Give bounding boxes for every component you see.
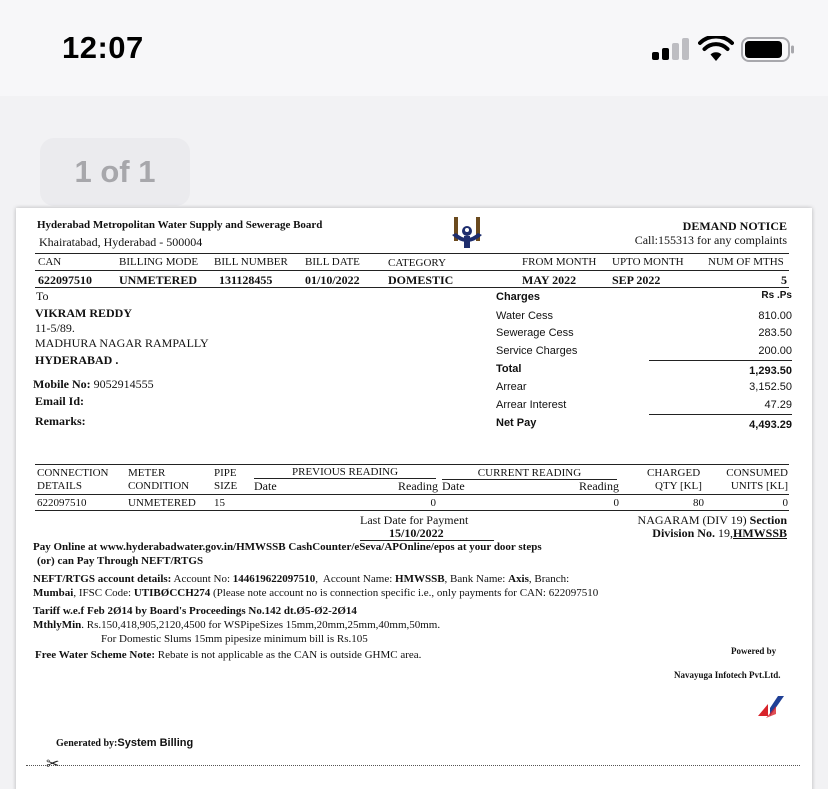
h-consumed-1: CONSUMED [726,467,788,479]
customer-address-1: 11-5/89. [35,321,75,335]
tariff-note: Tariff w.e.f Feb 2Ø14 by Board's Proceedings No.142 dt.Ø5-Ø2-2Ø14 [33,605,357,617]
mthly-text: . Rs.150,418,905,2120,4500 for WSPipeSizes 15mm,20mm,25mm,40mm,50mm. [81,619,441,631]
value-from-month: MAY 2022 [522,273,577,287]
remarks-label: Remarks: [35,414,86,428]
org-address: Khairatabad, Hyderabad - 500004 [39,235,203,249]
h-curr-reading: Reading [579,479,619,493]
clock: 12:07 [62,30,144,65]
customer-address-2: MADHURA NAGAR RAMPALLY [35,336,209,350]
h-charged-1: CHARGED [647,467,701,479]
neft-name: HMWSSB [395,573,445,585]
water-cess-label: Water Cess [496,310,554,322]
section-line [638,514,787,526]
pay-neft: (or) can Pay Through NEFT/RTGS [37,555,204,567]
pay-online: Pay Online at www.hyderabadwater.gov.in/HMWSSB CashCounter/eSeva/APOnline/epos at your door steps [33,541,542,553]
page-counter: 1 of 1 [40,138,190,206]
header-bill-number: BILL NUMBER [214,256,288,268]
h-meter-1: METER [128,467,166,479]
value-upto-month: SEP 2022 [612,273,661,287]
service-charges-amount: 200.00 [758,345,792,357]
doc-title: DEMAND NOTICE [682,219,787,233]
ifsc-label: IFSC Code: [78,587,132,599]
ifsc-note: (Please note account no is connection specific i.e., only payments for CAN: 622097510 [213,587,599,599]
neft-name-label: Account Name: [322,573,393,585]
neft-bank-label: Bank Name: [450,573,506,585]
water-cess-amount: 810.00 [758,310,792,322]
powered-by: Powered by [731,646,777,656]
ifsc-code: UTIBØCCH274 [133,587,211,599]
last-date-value: 15/10/2022 [389,526,444,540]
net-pay-amount: 4,493.29 [749,419,792,431]
slums-note: For Domestic Slums 15mm pipesize minimum bill is Rs.105 [101,633,368,645]
header-category: CATEGORY [388,257,447,269]
header-num-mths: NUM OF MTHS [708,256,784,268]
division-value: 19, [717,526,733,540]
section-prefix: NAGARAM (DIV 19) [637,513,747,527]
division-line [652,527,787,539]
charged-qty-value: 80 [693,497,704,509]
status-bar [0,0,828,96]
last-date-label: Last Date for Payment [360,513,469,527]
h-consumed-2: UNITS [KL] [730,480,788,492]
generated-row [56,738,193,749]
service-charges-label: Service Charges [496,345,578,357]
sewerage-cess-amount: 283.50 [758,327,792,339]
value-billing-mode: UNMETERED [119,273,198,287]
free-water-text: Rebate is not applicable as the CAN is outside GHMC area. [157,649,422,661]
to-label: To [36,289,49,303]
h-previous-reading: PREVIOUS READING [291,466,399,478]
h-prev-reading: Reading [398,479,438,493]
header-bill-date: BILL DATE [305,256,360,268]
h-charged-2: QTY [KL] [655,480,702,492]
charges-currency: Rs .Ps [761,290,792,301]
email-label: Email Id: [35,394,85,408]
value-can: 622097510 [38,273,92,287]
value-num-mths: 5 [781,273,787,287]
generated-value: System Billing [117,737,194,749]
helpline: Call:155313 for any complaints [634,233,787,247]
h-pipe-2: SIZE [214,480,238,492]
h-prev-date: Date [254,479,277,493]
neft-branch-label: Branch: [534,573,570,585]
arrear-interest-label: Arrear Interest [496,399,567,411]
header-from-month: FROM MONTH [522,256,597,268]
h-pipe-1: PIPE [214,467,237,479]
h-conn-2: DETAILS [37,480,82,492]
org-name: Hyderabad Metropolitan Water Supply and Sewerage Board [37,219,323,231]
neft-details: NEFT/RTGS account details: Account No: 144619622097510, Account Name: HMWSSB, Bank Name: Axis, Branch: [33,573,570,585]
mthly-min-row [33,620,440,631]
cut-line [26,765,800,766]
bill-page [16,208,812,789]
consumed-units-value: 0 [782,497,788,509]
neft-branch: Mumbai [33,587,74,599]
free-water-row [35,650,421,661]
battery-icon [741,37,795,62]
prev-reading-value: 0 [430,497,436,509]
mobile-label: Mobile No: [33,377,91,391]
vendor-name: Navayuga Infotech Pvt.Ltd. [674,670,781,680]
section-label: Section [749,513,787,527]
division-label: Division No. [652,526,715,540]
arrear-interest-amount: 47.29 [764,399,792,411]
meter-condition: UNMETERED [128,497,196,509]
value-category: DOMESTIC [388,273,454,287]
mthly-label: MthlyMin [33,619,82,631]
neft-label: NEFT/RTGS account details: [33,573,172,585]
neft-account: 144619622097510 [232,573,316,585]
cellular-signal-icon [652,38,692,60]
neft-account-label: Account No: [173,573,231,585]
mobile-row [33,378,154,390]
customer-name: VIKRAM REDDY [35,306,132,320]
generated-label: Generated by: [56,738,118,749]
division-org: HMWSSB [732,526,787,540]
wifi-icon [698,36,734,62]
hmwssb-logo-icon [448,215,486,253]
conn-number: 622097510 [37,497,87,509]
value-bill-date: 01/10/2022 [305,273,360,287]
value-bill-number: 131128455 [219,273,273,287]
charges-title: Charges [496,291,541,303]
vendor-logo-icon [756,694,786,720]
header-upto-month: UPTO MONTH [612,256,684,268]
arrear-amount: 3,152.50 [749,381,792,393]
neft-branch-row: Mumbai, IFSC Code: UTIBØCCH274 (Please note account no is connection specific i.e., only payments for CAN: 622097510 [33,587,599,599]
h-curr-date: Date [442,479,465,493]
net-pay-label: Net Pay [496,417,537,429]
mobile-number: 9052914555 [93,377,154,391]
neft-bank: Axis [508,573,529,585]
arrear-label: Arrear [496,381,527,393]
sewerage-cess-label: Sewerage Cess [496,327,574,339]
customer-city: HYDERABAD . [35,353,119,367]
total-label: Total [496,363,522,375]
h-current-reading: CURRENT READING [477,467,582,479]
free-water-label: Free Water Scheme Note: [35,649,156,661]
curr-reading-value: 0 [613,497,619,509]
h-meter-2: CONDITION [128,480,190,492]
header-billing-mode: BILLING MODE [119,256,199,268]
pipe-size: 15 [214,497,225,509]
header-can: CAN [38,256,62,268]
scissors-icon: ✂ [46,756,60,773]
total-amount: 1,293.50 [749,365,792,377]
h-conn-1: CONNECTION [37,467,109,479]
